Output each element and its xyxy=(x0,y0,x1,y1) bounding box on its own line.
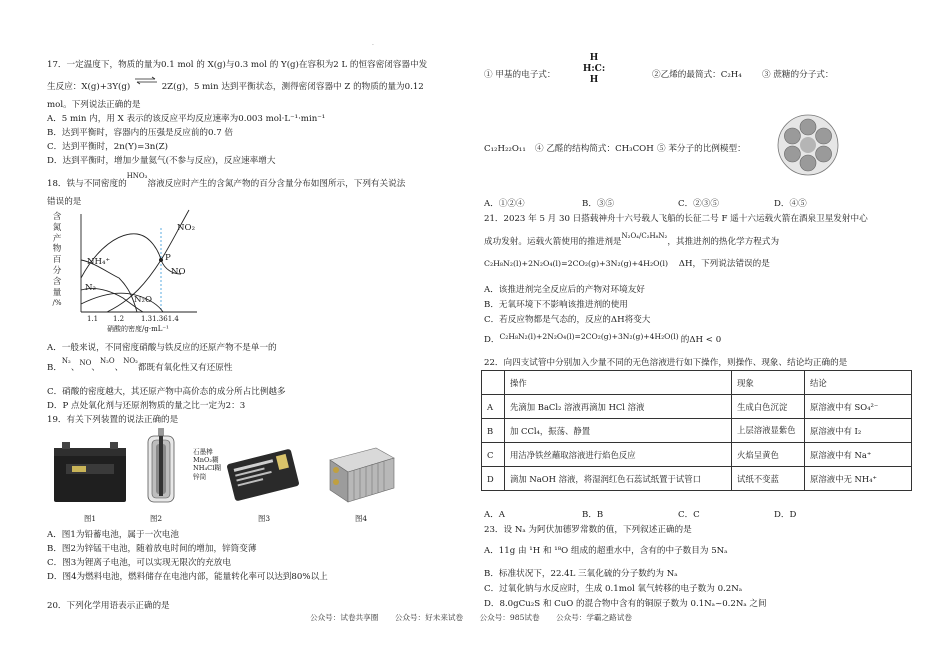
phenomenon-cell: 火焰呈黄色 xyxy=(732,443,805,467)
q18-option-a[interactable]: A．一般来说，不同密度硝酸与铁反应的还原产物不是单一的 xyxy=(47,343,277,353)
label-mno2-paste: MnO₂糊 xyxy=(193,456,219,465)
conclusion-cell: 原溶液中有 Na⁺ xyxy=(805,443,912,467)
separator: 、 xyxy=(70,363,80,373)
figure-1-battery xyxy=(50,438,130,509)
row-label: B xyxy=(482,419,505,443)
table-header-row xyxy=(482,371,912,395)
q18-graph xyxy=(47,208,207,336)
label-no2: NO₂ xyxy=(177,223,196,233)
table-row xyxy=(482,467,912,491)
ylabel-char: 物 xyxy=(52,244,62,255)
q20-item-4: ④ 乙醛的结构简式：CH₃COH xyxy=(535,144,654,154)
q17-option-d[interactable]: D．达到平衡时，增加少量氦气(不参与反应)，反应速率增大 xyxy=(47,156,276,166)
ylabel-char: 含 xyxy=(52,212,62,222)
equilibrium-arrow-icon xyxy=(133,75,159,91)
q19-option-d[interactable]: D．图4为燃料电池，燃料储存在电池内部，能量转化率可以达到80%以上 xyxy=(47,572,328,582)
q21-equation-line xyxy=(484,258,770,270)
q21-d-label: D． xyxy=(484,335,500,345)
q21-c-b: 将变大 xyxy=(624,315,651,325)
figure-2-caption: 图2 xyxy=(150,514,163,523)
phenomenon-cell: 上层溶液显紫色 xyxy=(732,419,805,443)
row-label: A xyxy=(482,395,505,419)
separator: 、 xyxy=(114,363,124,373)
q18-option-d[interactable]: D．P 点处氧化剂与还原剂物质的量之比一定为2：3 xyxy=(47,401,246,411)
methyl-h-bottom: H xyxy=(589,75,599,85)
q21-option-d[interactable] xyxy=(484,334,721,346)
methyl-h-top: H xyxy=(589,53,599,63)
header-cell xyxy=(482,371,505,395)
ylabel-char: 量 xyxy=(52,287,62,298)
q19-option-a[interactable]: A．图1为铅蓄电池，属于一次电池 xyxy=(47,530,179,540)
q21-option-a[interactable]: A．该推进剂完全反应后的产物对环境友好 xyxy=(484,285,645,295)
figure-1-caption: 图1 xyxy=(84,514,97,523)
species-no: NO xyxy=(79,359,92,367)
header-cell: 结论 xyxy=(805,371,912,395)
figure-3-li-ion xyxy=(222,446,304,507)
q20-item-3: ③ 蔗糖的分子式： xyxy=(762,70,834,80)
point-p xyxy=(159,258,163,262)
ylabel-char: 产 xyxy=(52,233,62,244)
q23-stem: 23．设 Nₐ 为阿伏加德罗常数的值，下列叙述正确的是 xyxy=(484,525,692,535)
operation-cell: 加 CCl₄，振荡、静置 xyxy=(505,419,732,443)
q20-option-b[interactable]: B．③⑤ xyxy=(582,199,615,209)
figure-4-caption: 图4 xyxy=(355,514,368,523)
q18-option-b[interactable] xyxy=(47,357,233,374)
q18-stem-1b: 溶液反应时产生的含氮产物的百分含量分布如图所示，下列有关说法 xyxy=(147,179,406,189)
q21-c-a: C．若反应物都是气态的，反应的 xyxy=(484,315,611,325)
table-row xyxy=(482,395,912,419)
q17-stem-1: 17．一定温度下，物质的量为0.1 mol 的 X(g)与0.3 mol 的 Y(g)在容积为2 L 的恒容密闭容器中发 xyxy=(47,60,428,70)
q17-stem-2a: 生反应：X(g)+3Y(g) xyxy=(47,82,131,92)
q20-option-d[interactable]: D．④⑤ xyxy=(774,199,807,209)
row-label: D xyxy=(482,467,505,491)
q21-stem-1: 21．2023 年 5 月 30 日搭载神舟十六号载人飞船的长征二号 F 遥十六运载火箭在酒泉卫星发射中心 xyxy=(484,214,868,224)
figure-3-caption: 图3 xyxy=(258,514,271,523)
ylabel-char: /% xyxy=(52,299,62,308)
table-row xyxy=(482,419,912,443)
operation-cell: 先滴加 BaCl₂ 溶液再滴加 HCl 溶液 xyxy=(505,395,732,419)
tick-1-2: 1.2 xyxy=(113,315,125,323)
label-no: NO xyxy=(171,267,186,277)
ylabel-char: 分 xyxy=(52,265,62,276)
q22-option-d[interactable]: D．D xyxy=(774,510,797,520)
label-n2: N₂ xyxy=(85,283,96,293)
header-cell: 现象 xyxy=(732,371,805,395)
q18-stem-1 xyxy=(47,172,406,190)
q20-stem: 20．下列化学用语表示正确的是 xyxy=(47,601,170,611)
q23-option-d[interactable]: D．8.0gCu₂S 和 CuO 的混合物中含有的铜原子数为 0.1Nₐ~0.2Nₐ 之间 xyxy=(484,599,767,609)
tick-1-3: 1.31.361.4 xyxy=(141,315,179,323)
label-zinc-can: 锌筒 xyxy=(193,472,207,481)
x-axis-label: 硝酸的密度/g·mL⁻¹ xyxy=(107,325,169,333)
footer-item: 公众号：好未来试卷 xyxy=(394,613,464,622)
footer-watermark xyxy=(310,612,646,623)
figure-4-fuel-cell xyxy=(320,440,400,513)
label-nh4cl-paste: NH₄Cl糊 xyxy=(193,464,221,473)
label-p: P xyxy=(165,253,171,263)
label-graphite-rod: 石墨棒 xyxy=(193,448,213,456)
q21-stem-3: ，下列说法错误的是 xyxy=(692,259,770,269)
q21-d-equation: C₂H₈N₂(l)+2N₂O₄(l)=2CO₂(g)+3N₂(g)+4H₂O(l) xyxy=(499,332,679,341)
q20-item-1: ① 甲基的电子式： xyxy=(484,70,556,80)
label-nh4: NH₄⁺ xyxy=(87,257,110,267)
q21-stem-2 xyxy=(484,232,780,248)
conclusion-cell: 原溶液中有 SO₄²⁻ xyxy=(805,395,912,419)
q20-option-c[interactable]: C．②③⑤ xyxy=(678,199,719,209)
q20-item-5: ⑤ 苯分子的比例模型： xyxy=(657,144,746,154)
q19-option-b[interactable]: B．图2为锌锰干电池，随着放电时间的增加，锌筒变薄 xyxy=(47,544,257,554)
q21-equation: C₂H₈N₂(l)+2N₂O₄(l)=2CO₂(g)+3N₂(g)+4H₂O(l) xyxy=(484,259,669,268)
q23-option-a[interactable]: A．11g 由 ¹H 和 ¹⁸O 组成的超重水中，含有的中子数目为 5Nₐ xyxy=(484,546,728,556)
q17-option-a[interactable]: A．5 min 内，用 X 表示的该反应平均反应速率为0.003 mol·L⁻¹·min⁻¹ xyxy=(47,114,326,124)
ylabel-char: 氮 xyxy=(52,222,62,233)
methyl-electron-formula xyxy=(580,53,608,86)
q21-option-c[interactable] xyxy=(484,314,650,326)
operation-cell: 用洁净铁丝蘸取溶液进行焰色反应 xyxy=(505,443,732,467)
species-n2o: N₂O xyxy=(99,357,115,365)
label-n2o: N₂O xyxy=(134,295,153,305)
table-row xyxy=(482,443,912,467)
q18-stem-1a: 18．铁与不同密度的 xyxy=(47,179,127,189)
q20-item-2: ②乙烯的最简式：C₂H₄ xyxy=(652,70,742,80)
q17-stem-2b: 2Z(g)，5 min 达到平衡状态，测得密闭容器中 Z 的物质的量为0.12 xyxy=(161,82,424,92)
q22-option-c[interactable]: C．C xyxy=(678,510,700,520)
q21-d-tail: 的ΔH < 0 xyxy=(680,335,722,345)
q17-stem-3: mol。下列说法正确的是 xyxy=(47,100,141,110)
q22-stem: 22．向四支试管中分别加入少量不同的无色溶液进行如下操作，则操作、现象、结论均正确的是 xyxy=(484,358,848,368)
footer-item: 公众号：试卷共享圈 xyxy=(310,613,379,622)
phenomenon-cell: 生成白色沉淀 xyxy=(732,395,805,419)
q23-option-c[interactable]: C．过氧化钠与水反应时，生成 0.1mol 氧气转移的电子数为 0.2Nₐ xyxy=(484,584,743,594)
tick-1-1: 1.1 xyxy=(87,315,99,323)
q19-option-c[interactable]: C．图3为锂离子电池，可以实现无限次的充放电 xyxy=(47,558,231,568)
q17-option-b[interactable]: B．达到平衡时，容器内的压强是反应前的0.7 倍 xyxy=(47,128,233,138)
q19-stem: 19．有关下列装置的说法正确的是 xyxy=(47,415,179,425)
q22-option-b[interactable]: B．B xyxy=(582,510,604,520)
propellant-formula: N₂O₄/C₂H₈N₂ xyxy=(621,232,668,240)
q21-stem-2a: 成功发射。运载火箭使用的推进剂是 xyxy=(484,237,622,247)
hno3-formula: HNO₃ xyxy=(126,172,148,180)
species-n2: N₂ xyxy=(61,357,71,365)
figure-2-labels xyxy=(193,448,221,481)
header-dot: · xyxy=(372,42,374,49)
operation-cell: 滴加 NaOH 溶液，将湿润红色石蕊试纸置于试管口 xyxy=(505,467,732,491)
q21-option-b[interactable]: B．无氧环境下不影响该推进剂的使用 xyxy=(484,300,628,310)
q18-stem-2: 错误的是 xyxy=(47,197,82,207)
header-cell: 操作 xyxy=(505,371,732,395)
footer-item: 公众号：985试卷 xyxy=(479,613,540,622)
footer-item: 公众号：学霸之路试卷 xyxy=(556,613,632,622)
row-label: C xyxy=(482,443,505,467)
q21-delta-h: ΔH xyxy=(678,259,693,269)
conclusion-cell: 原溶液中无 NH₄⁺ xyxy=(805,467,912,491)
q21-c-dh: ΔH xyxy=(610,315,625,325)
conclusion-cell: 原溶液中有 I₂ xyxy=(805,419,912,443)
ylabel-char: 百 xyxy=(52,255,62,266)
q17-option-c[interactable]: C．达到平衡时，2n(Y)=3n(Z) xyxy=(47,142,168,152)
q18-option-c[interactable]: C．硝酸的密度越大，其还原产物中高价态的成分所占比例越多 xyxy=(47,387,286,397)
phenomenon-cell: 试纸不变蓝 xyxy=(732,467,805,491)
methyl-center: H:C: xyxy=(582,64,606,74)
figure-2-dry-cell xyxy=(140,426,190,511)
q22-option-a[interactable]: A．A xyxy=(484,510,506,520)
q20-option-a[interactable]: A．①②④ xyxy=(484,199,525,209)
q17-stem-2 xyxy=(47,77,424,93)
species-no2: NO₂ xyxy=(123,357,138,365)
benzene-model-image xyxy=(776,113,840,180)
q20-item-3-formula: C₁₂H₂₂O₁₁ xyxy=(484,144,526,154)
q18-b-prefix: B． xyxy=(47,363,62,373)
q21-stem-2b: ，其推进剂的热化学方程式为 xyxy=(667,237,780,247)
ylabel-char: 含 xyxy=(52,276,62,287)
separator: 、 xyxy=(91,363,100,373)
q23-option-b[interactable]: B．标准状况下，22.4L 三氧化硫的分子数约为 Nₐ xyxy=(484,569,678,579)
q22-table xyxy=(481,370,912,491)
q18-b-post: 都既有氧化性又有还原性 xyxy=(137,363,233,373)
